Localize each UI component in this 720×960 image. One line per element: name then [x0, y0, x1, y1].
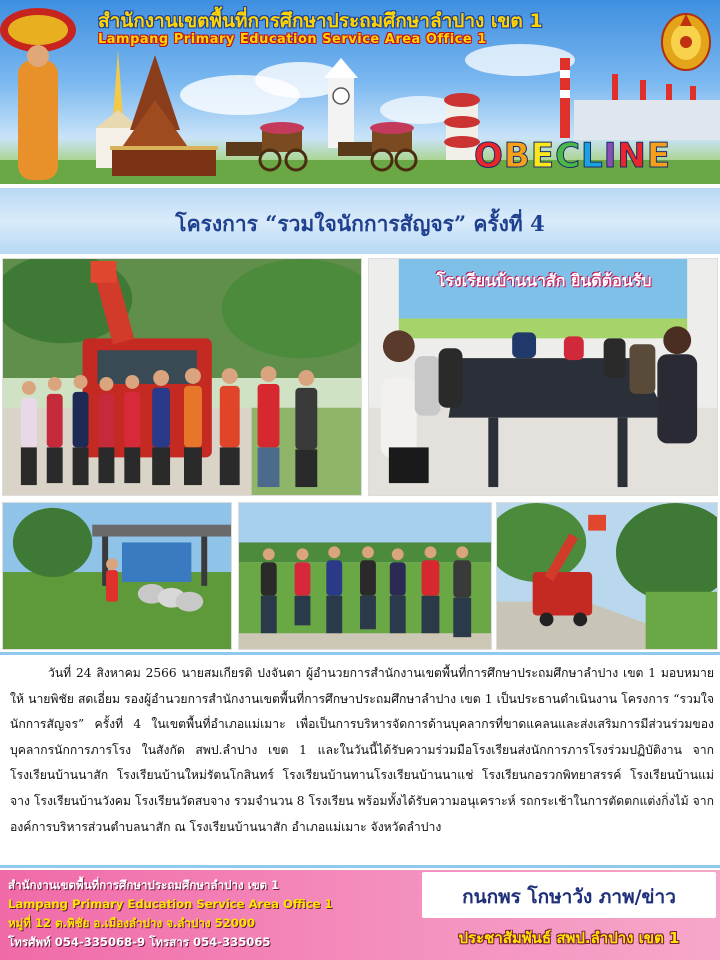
photo-meeting-room [368, 258, 718, 496]
obec-emblem-icon [660, 8, 712, 72]
banner-title-thai: สำนักงานเขตพื้นที่การศึกษาประถมศึกษาลำปาง เขต 1 [98, 10, 543, 32]
photo-bucket-truck [496, 502, 718, 650]
footer-address: หมู่ที่ 12 ต.พิชัย อ.เมืองลำปาง จ.ลำปาง 52000 [8, 916, 255, 930]
news-body-text: วันที่ 24 สิงหาคม 2566 นายสมเกียรติ ปงจันตา ผู้อำนวยการสำนักงานเขตพื้นที่การศึกษาประถมศึกษาลำปาง เขต 1 มอบหมายให้ นายพิชัย สดเอี่ยม รองผู้อำนวยการสำนักงานเขตพื้นที่การศึกษาประถมศึกษาลำปาง เขต 1 เป็นประธานดำเนินงาน โครงการ “รวมใจนักการสัญจร” ครั้งที่ 4 ในเขตพื้นที่อำเภอแม่เมาะ เพื่อเป็นการบริหารจัดการด้านบุคลากรที่ขาดแคลนและส่งเสริมการมีส่วนร่วมของบุคลากรนักการภารโรง ในสังกัด สพป.ลำปาง เขต 1 และในวันนี้ได้รับความร่วมมือโรงเรียนส่งนักการภารโรงร่วมปฏิบัติงาน จาก โรงเรียนบ้านนาสัก โรงเรียนบ้านใหม่รัตนโกสินทร์ โรงเรียนบ้านทานโรงเรียนบ้านนาแช่ โรงเรียนกอรวกพิทยาสรรค์ โรงเรียนบ้านแม่จาง โรงเรียนบ้านวังคม โรงเรียนวัดสบจาง รวมจำนวน 8 โรงเรียน พร้อมทั้งได้รับความอนุเคราะห์ รถกระเช้าในการตัดตกแต่งกิ่งไม้ จาก องค์การบริหารส่วนตำบลนาสัก ณ โรงเรียนบ้านนาสัก อำเภอแม่เมาะ จังหวัดลำปาง [10, 666, 714, 834]
photo-group-truck [2, 258, 362, 496]
photo-sign-text: โรงเรียนบ้านนาสัก ยินดีต้อนรับ [436, 271, 652, 290]
footer-org-english: Lampang Primary Education Service Area Office 1 [8, 897, 333, 911]
footer-contact [8, 876, 418, 952]
banner-title-english: Lampang Primary Education Service Area Office 1 [98, 32, 487, 47]
public-relations-label: ประชาสัมพันธ์ สพป.ลำปาง เขต 1 [458, 929, 680, 947]
photo-news-credit: กนกพร โกษาวัง ภาพ/ข่าว [462, 886, 676, 908]
title-bar [0, 186, 720, 254]
footer-org-thai: สำนักงานเขตพื้นที่การศึกษาประถมศึกษาลำปาง เขต 1 [8, 878, 280, 892]
photo-field-work [2, 502, 232, 650]
credit-box [422, 872, 716, 918]
news-body-panel [0, 652, 720, 868]
obecline-logo: OBECLINE [474, 136, 672, 176]
footer-phone: โทรศัพท์ 054-335068-9 โทรสาร 054-335065 [8, 935, 271, 949]
page-title: โครงการ “รวมใจนักการสัญจร” ครั้งที่ 4 [175, 211, 545, 236]
footer [0, 870, 720, 960]
photo-group-lawn [238, 502, 492, 650]
header-banner [0, 0, 720, 184]
